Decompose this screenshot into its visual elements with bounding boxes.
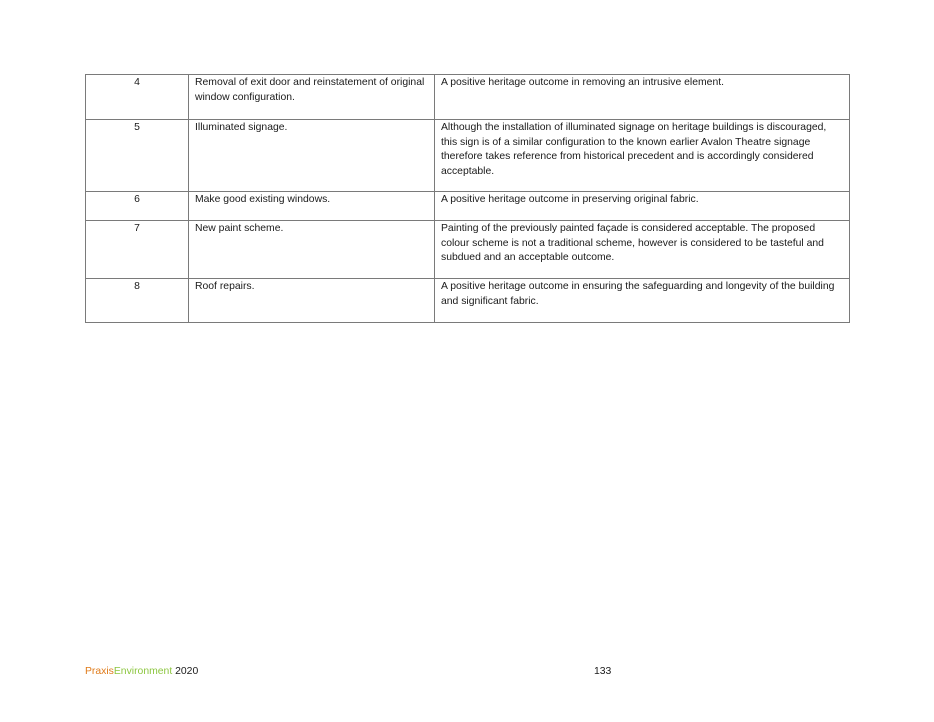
- row-comment: A positive heritage outcome in removing an intrusive element.: [435, 75, 850, 120]
- brand-praxis: Praxis: [85, 666, 114, 677]
- row-comment: A positive heritage outcome in ensuring the safeguarding and longevity of the building and significant fabric.: [435, 279, 850, 323]
- row-item: Roof repairs.: [189, 279, 435, 323]
- footer-brand: [85, 665, 198, 679]
- table-row: [86, 75, 850, 120]
- row-item: Make good existing windows.: [189, 192, 435, 221]
- table-row: [86, 221, 850, 279]
- row-number: 7: [86, 221, 189, 279]
- row-number: 8: [86, 279, 189, 323]
- footer-year: 2020: [172, 666, 199, 677]
- brand-environment: Environment: [113, 666, 173, 677]
- row-item: Illuminated signage.: [189, 120, 435, 192]
- table-row: [86, 192, 850, 221]
- row-comment: Although the installation of illuminated signage on heritage buildings is discouraged, this sign is of a similar configuration to the known earlier Avalon Theatre signage therefore takes reference from historical precedent and is accordingly considered acceptable.: [435, 120, 850, 192]
- row-item: New paint scheme.: [189, 221, 435, 279]
- row-comment: Painting of the previously painted façade is considered acceptable. The proposed colour scheme is not a traditional scheme, however is considered to be tasteful and subdued and an acceptable outcome.: [435, 221, 850, 279]
- table-row: [86, 120, 850, 192]
- heritage-assessment-table: [85, 74, 850, 323]
- row-number: 5: [86, 120, 189, 192]
- row-number: 6: [86, 192, 189, 221]
- table-row: [86, 279, 850, 323]
- row-number: 4: [86, 75, 189, 120]
- row-item: Removal of exit door and reinstatement of original window configuration.: [189, 75, 435, 120]
- page-number: 133: [594, 666, 612, 677]
- row-comment: A positive heritage outcome in preserving original fabric.: [435, 192, 850, 221]
